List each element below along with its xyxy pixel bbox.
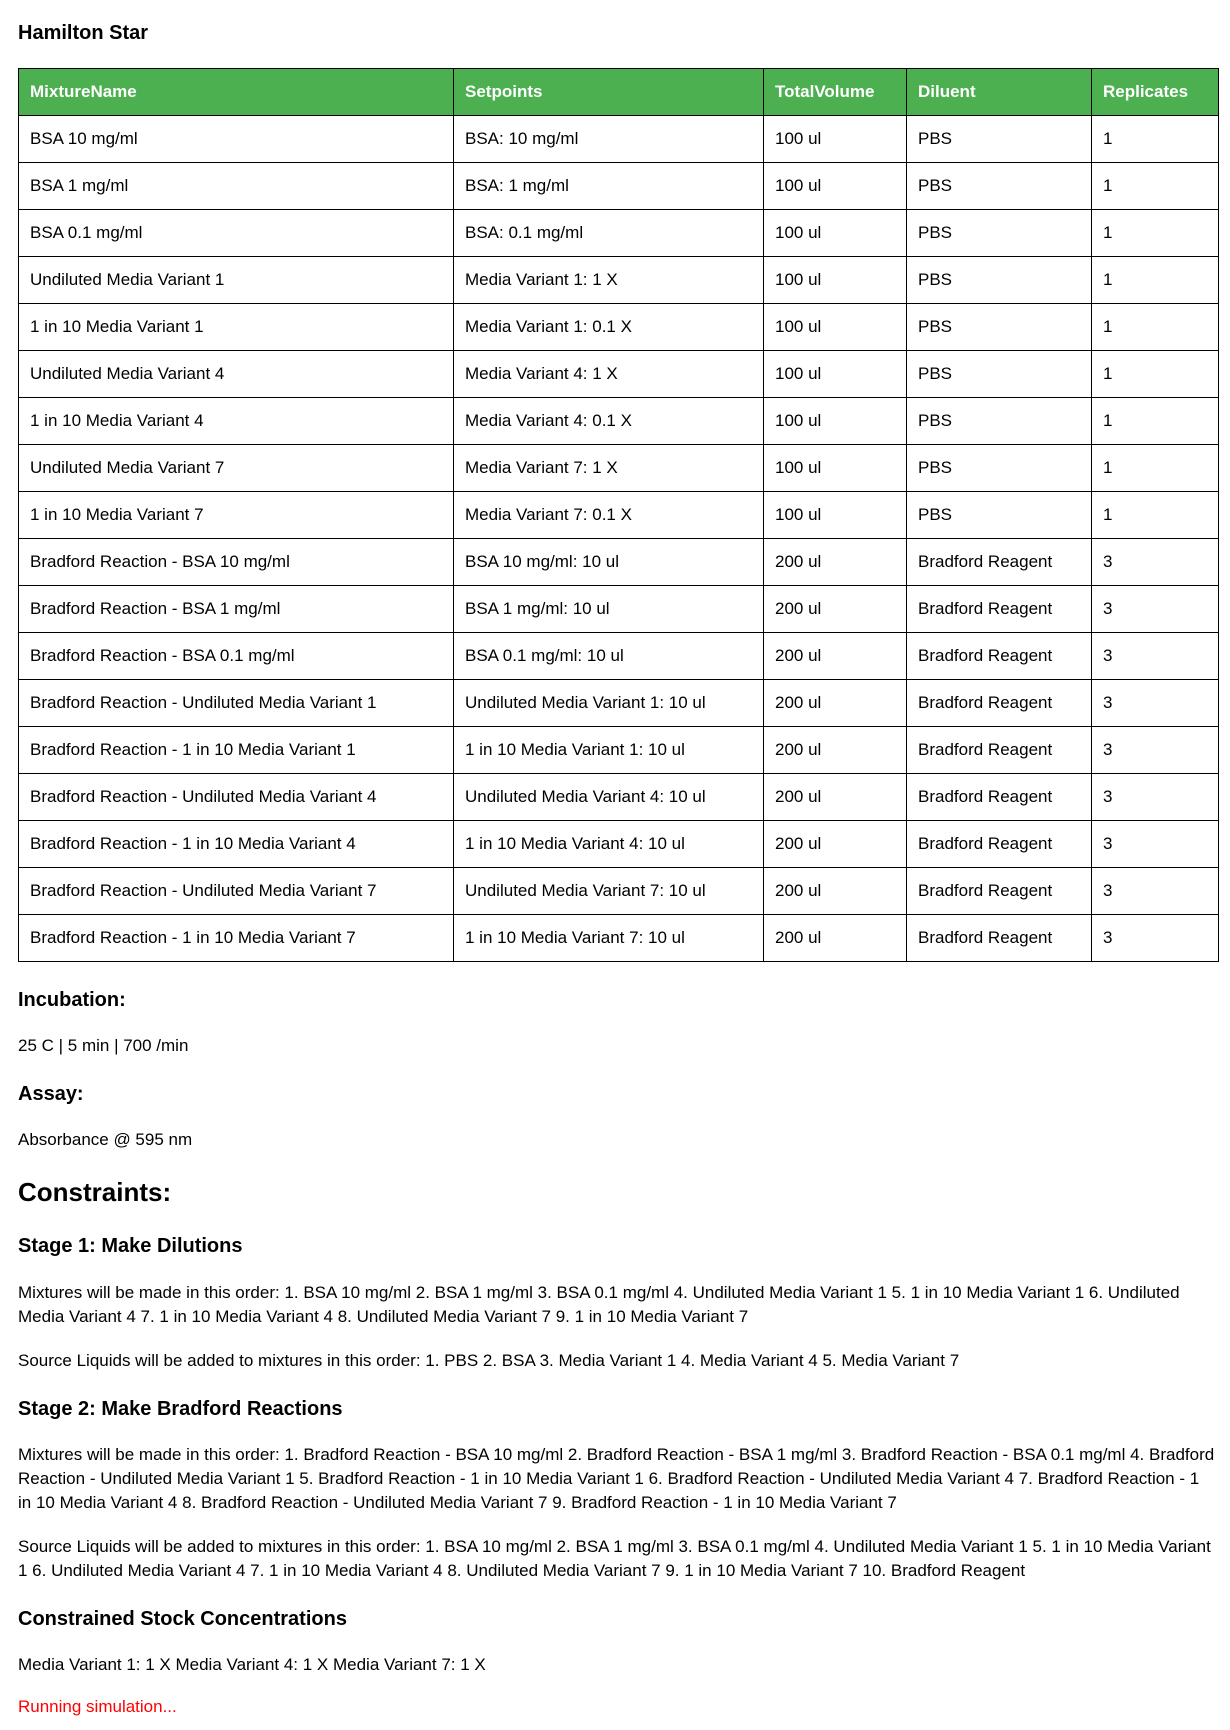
mixture-name-cell: Undiluted Media Variant 7 bbox=[19, 445, 454, 492]
total-volume-cell: 200 ul bbox=[764, 586, 907, 633]
total-volume-cell: 100 ul bbox=[764, 304, 907, 351]
page-title: Hamilton Star bbox=[18, 22, 149, 44]
mixture-name-cell: Undiluted Media Variant 4 bbox=[19, 351, 454, 398]
setpoints-cell: Media Variant 1: 1 X bbox=[454, 257, 764, 304]
table-row bbox=[19, 492, 1219, 539]
setpoints-cell: BSA 0.1 mg/ml: 10 ul bbox=[454, 633, 764, 680]
setpoints-cell: 1 in 10 Media Variant 7: 10 ul bbox=[454, 915, 764, 962]
mixture-name-cell: Bradford Reaction - BSA 1 mg/ml bbox=[19, 586, 454, 633]
stock-text: Media Variant 1: 1 X Media Variant 4: 1 X Media Variant 7: 1 X bbox=[18, 1655, 486, 1674]
diluent-cell: PBS bbox=[907, 163, 1092, 210]
diluent-cell: PBS bbox=[907, 351, 1092, 398]
replicates-cell: 3 bbox=[1092, 586, 1219, 633]
diluent-cell: PBS bbox=[907, 257, 1092, 304]
stage1-mixtures-order: Mixtures will be made in this order: 1. BSA 10 mg/ml 2. BSA 1 mg/ml 3. BSA 0.1 mg/ml 4. Undiluted Media Variant 1 5. 1 in 10 Media Variant 1 6. Undiluted Media Variant 4 7. 1 in 10 Media Variant 4 8. Undiluted Media Variant 7 9. 1 in 10 Media Variant 7 bbox=[18, 1283, 1180, 1326]
assay-text: Absorbance @ 595 nm bbox=[18, 1130, 193, 1149]
replicates-cell: 1 bbox=[1092, 116, 1219, 163]
incubation-heading: Incubation: bbox=[18, 989, 126, 1011]
replicates-cell: 3 bbox=[1092, 915, 1219, 962]
table-row bbox=[19, 257, 1219, 304]
replicates-cell: 3 bbox=[1092, 868, 1219, 915]
replicates-cell: 3 bbox=[1092, 821, 1219, 868]
replicates-cell: 1 bbox=[1092, 398, 1219, 445]
stage2-heading: Stage 2: Make Bradford Reactions bbox=[18, 1398, 343, 1420]
mixture-name-cell: Bradford Reaction - Undiluted Media Variant 4 bbox=[19, 774, 454, 821]
column-header-mixture-name: MixtureName bbox=[19, 69, 454, 116]
setpoints-cell: 1 in 10 Media Variant 4: 10 ul bbox=[454, 821, 764, 868]
table-row bbox=[19, 351, 1219, 398]
replicates-cell: 1 bbox=[1092, 492, 1219, 539]
setpoints-cell: BSA 1 mg/ml: 10 ul bbox=[454, 586, 764, 633]
mixture-name-cell: Bradford Reaction - 1 in 10 Media Variant 4 bbox=[19, 821, 454, 868]
table-row bbox=[19, 398, 1219, 445]
total-volume-cell: 100 ul bbox=[764, 351, 907, 398]
table-row bbox=[19, 633, 1219, 680]
replicates-cell: 3 bbox=[1092, 727, 1219, 774]
mixture-name-cell: Bradford Reaction - BSA 0.1 mg/ml bbox=[19, 633, 454, 680]
total-volume-cell: 200 ul bbox=[764, 774, 907, 821]
total-volume-cell: 200 ul bbox=[764, 868, 907, 915]
diluent-cell: PBS bbox=[907, 445, 1092, 492]
replicates-cell: 3 bbox=[1092, 774, 1219, 821]
diluent-cell: Bradford Reagent bbox=[907, 821, 1092, 868]
mixture-name-cell: BSA 0.1 mg/ml bbox=[19, 210, 454, 257]
replicates-cell: 1 bbox=[1092, 304, 1219, 351]
diluent-cell: PBS bbox=[907, 116, 1092, 163]
setpoints-cell: BSA 10 mg/ml: 10 ul bbox=[454, 539, 764, 586]
diluent-cell: Bradford Reagent bbox=[907, 586, 1092, 633]
setpoints-cell: BSA: 1 mg/ml bbox=[454, 163, 764, 210]
replicates-cell: 1 bbox=[1092, 163, 1219, 210]
diluent-cell: PBS bbox=[907, 304, 1092, 351]
table-row bbox=[19, 915, 1219, 962]
status-message: Running simulation... bbox=[18, 1697, 177, 1716]
column-header-total-volume: TotalVolume bbox=[764, 69, 907, 116]
mixture-name-cell: BSA 1 mg/ml bbox=[19, 163, 454, 210]
total-volume-cell: 200 ul bbox=[764, 727, 907, 774]
mixture-name-cell: 1 in 10 Media Variant 4 bbox=[19, 398, 454, 445]
stage1-sources-order: Source Liquids will be added to mixtures in this order: 1. PBS 2. BSA 3. Media Variant 1 4. Media Variant 4 5. Media Variant 7 bbox=[18, 1351, 960, 1370]
table-row bbox=[19, 774, 1219, 821]
stock-heading: Constrained Stock Concentrations bbox=[18, 1608, 347, 1630]
setpoints-cell: Media Variant 4: 0.1 X bbox=[454, 398, 764, 445]
table-row bbox=[19, 210, 1219, 257]
setpoints-cell: Media Variant 7: 0.1 X bbox=[454, 492, 764, 539]
total-volume-cell: 200 ul bbox=[764, 680, 907, 727]
diluent-cell: PBS bbox=[907, 210, 1092, 257]
table-row bbox=[19, 868, 1219, 915]
mixture-name-cell: 1 in 10 Media Variant 7 bbox=[19, 492, 454, 539]
total-volume-cell: 200 ul bbox=[764, 633, 907, 680]
diluent-cell: Bradford Reagent bbox=[907, 539, 1092, 586]
replicates-cell: 1 bbox=[1092, 445, 1219, 492]
setpoints-cell: Media Variant 4: 1 X bbox=[454, 351, 764, 398]
total-volume-cell: 100 ul bbox=[764, 445, 907, 492]
table-row bbox=[19, 586, 1219, 633]
mixture-name-cell: Bradford Reaction - Undiluted Media Variant 1 bbox=[19, 680, 454, 727]
total-volume-cell: 100 ul bbox=[764, 116, 907, 163]
setpoints-cell: Undiluted Media Variant 7: 10 ul bbox=[454, 868, 764, 915]
mixture-name-cell: 1 in 10 Media Variant 1 bbox=[19, 304, 454, 351]
constraints-heading: Constraints: bbox=[18, 1177, 172, 1207]
stage2-sources-order: Source Liquids will be added to mixtures in this order: 1. BSA 10 mg/ml 2. BSA 1 mg/ml 3. BSA 0.1 mg/ml 4. Undiluted Media Variant 1 5. 1 in 10 Media Variant 1 6. Undiluted Media Variant 4 7. 1 in 10 Media Variant 4 8. Undiluted Media Variant 7 9. 1 in 10 Media Variant 7 10. Bradford Reagent bbox=[18, 1537, 1211, 1580]
total-volume-cell: 200 ul bbox=[764, 821, 907, 868]
replicates-cell: 1 bbox=[1092, 351, 1219, 398]
table-row bbox=[19, 116, 1219, 163]
replicates-cell: 3 bbox=[1092, 539, 1219, 586]
mixtures-table bbox=[18, 68, 1219, 962]
diluent-cell: PBS bbox=[907, 492, 1092, 539]
table-row bbox=[19, 163, 1219, 210]
stage1-heading: Stage 1: Make Dilutions bbox=[18, 1235, 243, 1257]
total-volume-cell: 200 ul bbox=[764, 915, 907, 962]
total-volume-cell: 100 ul bbox=[764, 492, 907, 539]
total-volume-cell: 100 ul bbox=[764, 210, 907, 257]
total-volume-cell: 100 ul bbox=[764, 163, 907, 210]
mixture-name-cell: Bradford Reaction - 1 in 10 Media Variant 1 bbox=[19, 727, 454, 774]
table-row bbox=[19, 445, 1219, 492]
column-header-diluent: Diluent bbox=[907, 69, 1092, 116]
table-row bbox=[19, 727, 1219, 774]
replicates-cell: 1 bbox=[1092, 210, 1219, 257]
diluent-cell: Bradford Reagent bbox=[907, 680, 1092, 727]
mixture-name-cell: BSA 10 mg/ml bbox=[19, 116, 454, 163]
diluent-cell: Bradford Reagent bbox=[907, 915, 1092, 962]
table-row bbox=[19, 539, 1219, 586]
replicates-cell: 3 bbox=[1092, 680, 1219, 727]
setpoints-cell: BSA: 0.1 mg/ml bbox=[454, 210, 764, 257]
column-header-replicates: Replicates bbox=[1092, 69, 1219, 116]
table-row bbox=[19, 304, 1219, 351]
table-body bbox=[19, 116, 1219, 962]
total-volume-cell: 100 ul bbox=[764, 398, 907, 445]
table-row bbox=[19, 680, 1219, 727]
column-header-setpoints: Setpoints bbox=[454, 69, 764, 116]
replicates-cell: 3 bbox=[1092, 633, 1219, 680]
total-volume-cell: 100 ul bbox=[764, 257, 907, 304]
diluent-cell: PBS bbox=[907, 398, 1092, 445]
setpoints-cell: Media Variant 1: 0.1 X bbox=[454, 304, 764, 351]
mixture-name-cell: Undiluted Media Variant 1 bbox=[19, 257, 454, 304]
table-header-row bbox=[19, 69, 1219, 116]
setpoints-cell: Undiluted Media Variant 1: 10 ul bbox=[454, 680, 764, 727]
setpoints-cell: BSA: 10 mg/ml bbox=[454, 116, 764, 163]
diluent-cell: Bradford Reagent bbox=[907, 727, 1092, 774]
setpoints-cell: Undiluted Media Variant 4: 10 ul bbox=[454, 774, 764, 821]
diluent-cell: Bradford Reagent bbox=[907, 868, 1092, 915]
mixture-name-cell: Bradford Reaction - 1 in 10 Media Variant 7 bbox=[19, 915, 454, 962]
mixture-name-cell: Bradford Reaction - Undiluted Media Variant 7 bbox=[19, 868, 454, 915]
setpoints-cell: Media Variant 7: 1 X bbox=[454, 445, 764, 492]
setpoints-cell: 1 in 10 Media Variant 1: 10 ul bbox=[454, 727, 764, 774]
table-row bbox=[19, 821, 1219, 868]
mixture-name-cell: Bradford Reaction - BSA 10 mg/ml bbox=[19, 539, 454, 586]
replicates-cell: 1 bbox=[1092, 257, 1219, 304]
total-volume-cell: 200 ul bbox=[764, 539, 907, 586]
assay-heading: Assay: bbox=[18, 1083, 84, 1105]
diluent-cell: Bradford Reagent bbox=[907, 633, 1092, 680]
incubation-text: 25 C | 5 min | 700 /min bbox=[18, 1036, 189, 1055]
stage2-mixtures-order: Mixtures will be made in this order: 1. Bradford Reaction - BSA 10 mg/ml 2. Bradford Reaction - BSA 1 mg/ml 3. Bradford Reaction - BSA 0.1 mg/ml 4. Bradford Reaction - Undiluted Media Variant 1 5. Bradford Reaction - 1 in 10 Media Variant 1 6. Bradford Reaction - Undiluted Media Variant 4 7. Bradford Reaction - 1 in 10 Media Variant 4 8. Bradford Reaction - Undiluted Media Variant 7 9. Bradford Reaction - 1 in 10 Media Variant 7 bbox=[18, 1445, 1215, 1512]
diluent-cell: Bradford Reagent bbox=[907, 774, 1092, 821]
